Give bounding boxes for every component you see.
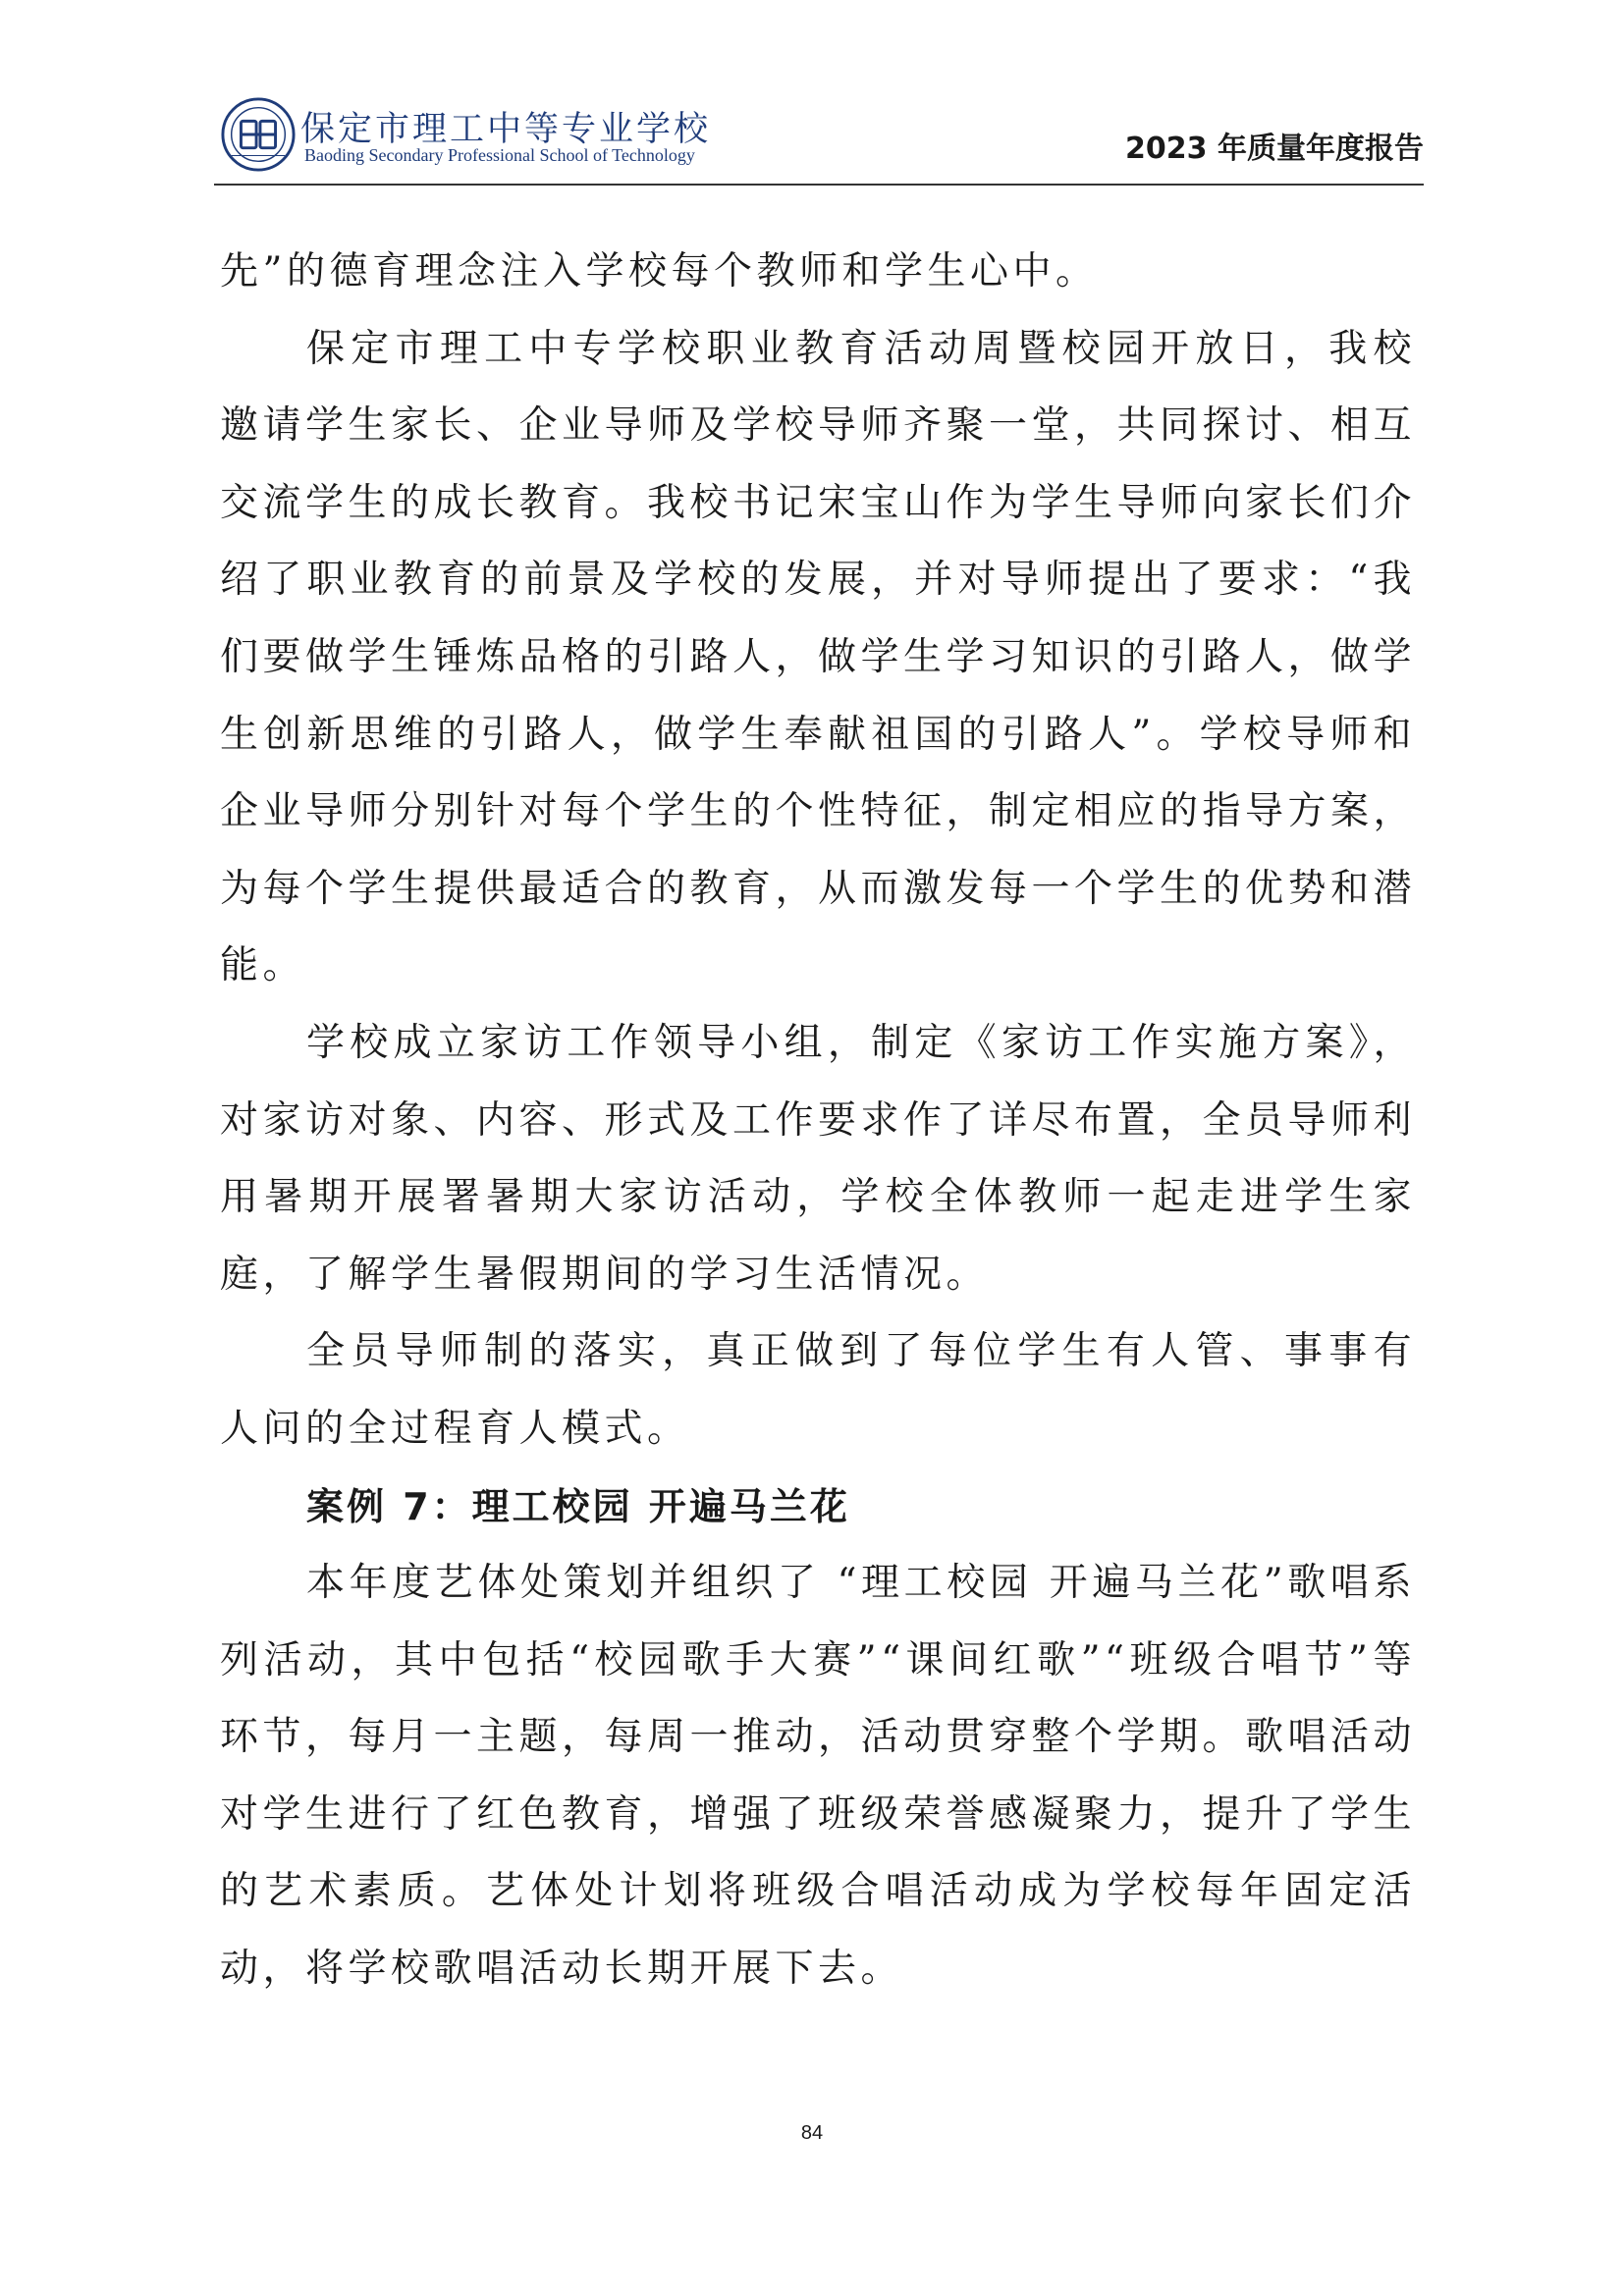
paragraph-mentor-system: 全员导师制的落实，真正做到了每位学生有人管、事事有人问的全过程育人模式。 (220, 1329, 1416, 1451)
paragraph-singing-activity: 本年度艺体处策划并组织了 “理工校园 开遍马兰花”歌唱系列活动，其中包括“校园歌手大赛”“课间红歌”“班级合唱节”等环节，每月一主题，每周一推动，活动贯穿整个学期。歌唱活动对学生进行了红色教育，增强了班级荣誉感凝聚力，提升了学生的艺术素质。艺体处计划将班级合唱活动成为学校每年固定活动，将学校歌唱活动长期开展下去。 (220, 1561, 1417, 1992)
paragraph-open-day: 保定市理工中专学校职业教育活动周暨校园开放日，我校邀请学生家长、企业导师及学校导师齐聚一堂，共同探讨、相互交流学生的成长教育。我校书记宋宝山作为学生导师向家长们介绍了职业教育的前景及学校的发展，并对导师提出了要求：“我们要做学生锤炼品格的引路人，做学生学习知识的引路人，做学生创新思维的引路人，做学生奉献祖国的引路人”。学校导师和企业导师分别针对每个学生的个性特征，制定相应的指导方案，为每个学生提供最适合的教育，从而激发每一个学生的优势和潜能。 (220, 326, 1417, 988)
school-name-en: Baoding Secondary Professional School of Technology (304, 145, 695, 165)
school-name-cn: 保定市理工中等专业学校 (300, 110, 712, 149)
page-number: 84 (800, 2122, 824, 2144)
case-title: 案例 7：理工校园 开遍马兰花 (306, 1484, 850, 1528)
paragraph-home-visit: 学校成立家访工作领导小组，制定《家访工作实施方案》，对家访对象、内容、形式及工作要求作了详尽布置，全员导师利用暑期开展署暑期大家访活动，学校全体教师一起走进学生家庭，了解学生暑假期间的学习生活情况。 (220, 1020, 1417, 1297)
document-body (220, 234, 1416, 2008)
paragraph-continued: 先”的德育理念注入学校每个教师和学生心中。 (220, 249, 1099, 294)
school-emblem-icon (220, 96, 297, 173)
page-header (214, 90, 1424, 181)
header-divider (214, 184, 1424, 186)
report-title: 2023 年质量年度报告 (1125, 132, 1424, 166)
